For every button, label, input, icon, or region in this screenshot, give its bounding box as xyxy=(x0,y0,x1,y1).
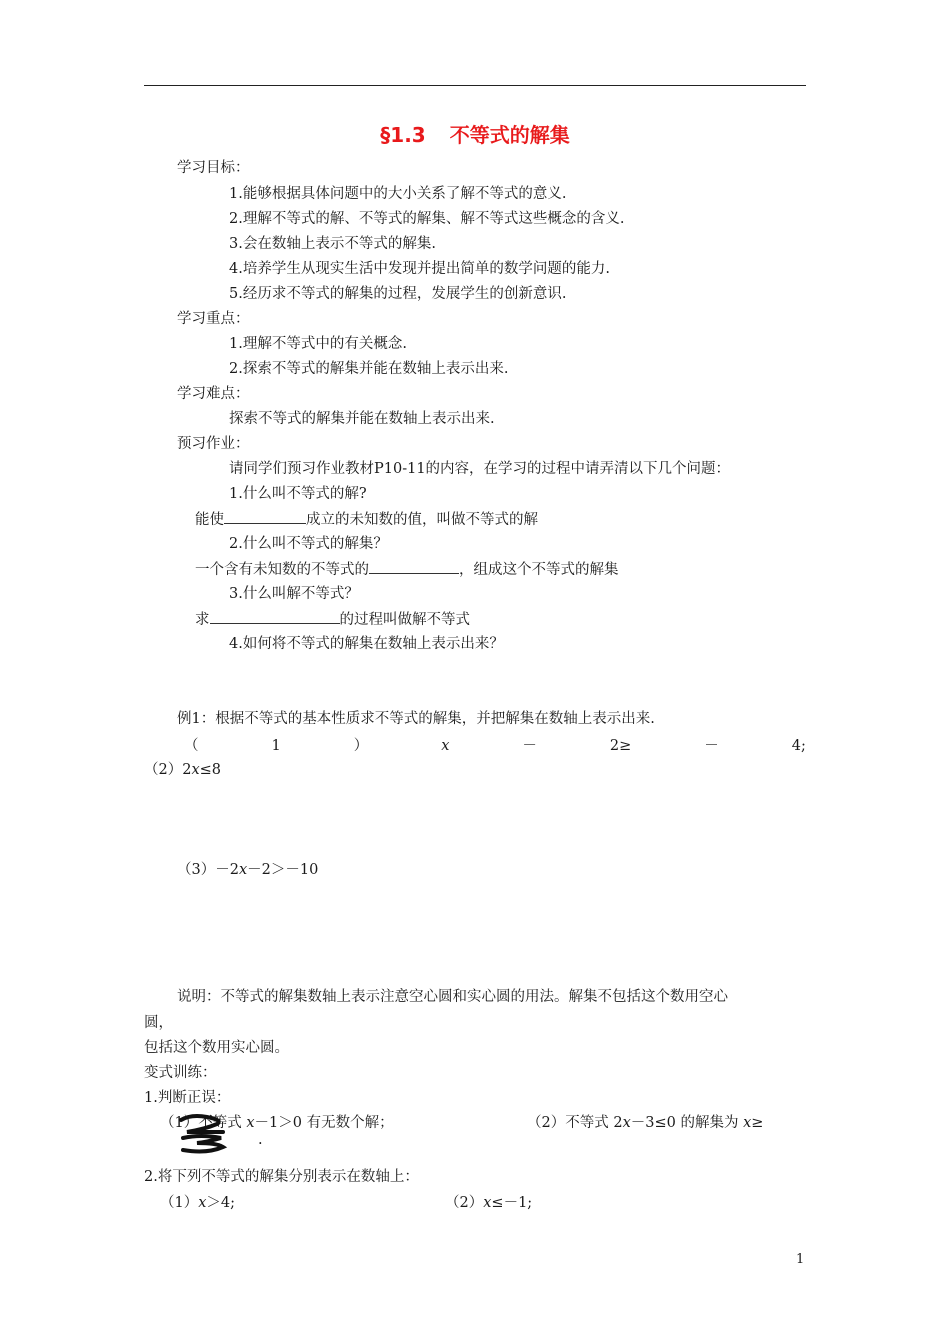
drill-q2-part1: （1）x＞4; xyxy=(160,1195,236,1211)
example-problem-2: （2）2x≤8 xyxy=(144,762,222,778)
question-4: 4.如何将不等式的解集在数轴上表示出来？ xyxy=(229,636,504,652)
example-problem-3: （3）－2x－2＞－10 xyxy=(177,862,319,878)
goal-item: 5.经历求不等式的解集的过程，发展学生的创新意识. xyxy=(229,286,567,302)
fill-blank xyxy=(224,509,306,524)
preview-intro: 请同学们预习作业教材P10-11的内容，在学习的过程中请弄清以下几个问题： xyxy=(229,461,731,477)
drill-q1-part1: （1）不等式 x－1＞0 有无数个解； xyxy=(160,1115,394,1131)
answer-3: 求 的过程叫做解不等式 xyxy=(195,609,470,630)
difficulty-heading: 学习难点： xyxy=(177,386,250,402)
section-title: 不等式的解集 xyxy=(449,123,570,147)
drill-q1-part2: （2）不等式 2x－3≤0 的解集为 x≥ xyxy=(527,1115,764,1131)
note-line: 说明：不等式的解集数轴上表示注意空心圆和实心圆的用法。解集不包括这个数用空心 xyxy=(177,989,728,1005)
question-2: 2.什么叫不等式的解集？ xyxy=(229,536,388,552)
header-rule xyxy=(144,85,806,86)
drill-q1-heading: 1.判断正误： xyxy=(144,1090,231,1106)
goal-item: 3.会在数轴上表示不等式的解集. xyxy=(229,236,436,252)
preview-heading: 预习作业： xyxy=(177,436,250,452)
fraction-image xyxy=(177,1112,229,1154)
goal-item: 2.理解不等式的解、不等式的解集、解不等式这些概念的含义. xyxy=(229,211,625,227)
difficulty-text: 探索不等式的解集并能在数轴上表示出来. xyxy=(229,411,495,427)
key-point-item: 2.探索不等式的解集并能在数轴上表示出来. xyxy=(229,361,509,377)
question-3: 3.什么叫解不等式？ xyxy=(229,586,359,602)
goal-item: 1.能够根据具体问题中的大小关系了解不等式的意义. xyxy=(229,186,567,202)
key-points-heading: 学习重点： xyxy=(177,311,250,327)
fill-blank xyxy=(210,609,340,624)
fill-blank xyxy=(369,559,459,574)
answer-2: 一个含有未知数的不等式的 ，组成这个不等式的解集 xyxy=(195,559,619,580)
drill-q2-part2: （2）x≤－1; xyxy=(445,1195,533,1211)
answer-1: 能使 成立的未知数的值，叫做不等式的解 xyxy=(195,509,538,530)
goal-item: 4.培养学生从现实生活中发现并提出简单的数学问题的能力. xyxy=(229,261,610,277)
page-number: 1 xyxy=(796,1252,805,1267)
section-number: §1.3 xyxy=(380,123,426,147)
fraction-period: . xyxy=(258,1132,263,1148)
key-point-item: 1.理解不等式中的有关概念. xyxy=(229,336,407,352)
page-title xyxy=(0,122,950,148)
note-line: 圆， xyxy=(144,1015,173,1031)
goals-heading: 学习目标： xyxy=(177,160,250,176)
note-line: 包括这个数用实心圆。 xyxy=(144,1040,289,1056)
drill-heading: 变式训练： xyxy=(144,1065,217,1081)
question-1: 1.什么叫不等式的解? xyxy=(229,486,367,502)
drill-q2-heading: 2.将下列不等式的解集分别表示在数轴上： xyxy=(144,1169,419,1185)
example-heading: 例1：根据不等式的基本性质求不等式的解集，并把解集在数轴上表示出来. xyxy=(177,711,655,727)
example-problem-1: （ 1 ） x － 2≥ － 4; xyxy=(184,738,806,754)
